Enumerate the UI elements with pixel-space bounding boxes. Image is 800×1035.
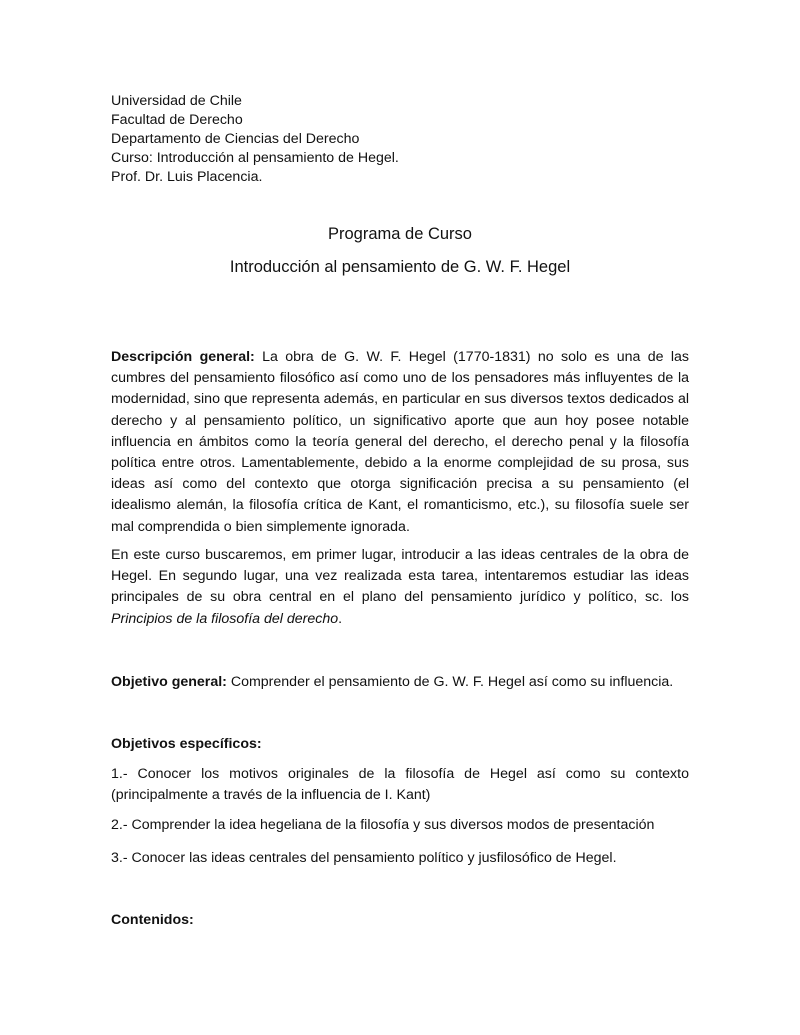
general-objective: [111, 672, 673, 693]
contents-label: Contenidos:: [111, 912, 194, 928]
university-name: Universidad de Chile: [111, 93, 242, 109]
description-label: Descripción general:: [111, 349, 255, 365]
specific-objective-item: 3.- Conocer las ideas centrales del pensamiento político y jusfilosófico de Hegel.: [111, 850, 617, 866]
general-objective-label: Objetivo general:: [111, 674, 227, 690]
specific-objectives-heading: [111, 734, 262, 755]
contents-heading: [111, 910, 194, 931]
general-objective-text: Comprender el pensamiento de G. W. F. Hegel así como su influencia.: [226, 674, 674, 690]
course-subtitle: Introducción al pensamiento de G. W. F. Hegel: [229, 258, 571, 276]
faculty-name: Facultad de Derecho: [111, 112, 243, 128]
program-title: Programa de Curso: [328, 225, 472, 243]
professor-name: Prof. Dr. Luis Placencia.: [111, 169, 263, 185]
specific-objective-item: 2.- Comprender la idea hegeliana de la filosofía y sus diversos modos de presentación: [111, 817, 655, 833]
document-header: [111, 92, 399, 187]
specific-objective-item: 1.- Conocer los motivos originales de la filosofía de Hegel así como su contexto (principalmente a través de la influencia de I. Kant): [111, 766, 689, 804]
specific-objectives-label: Objetivos específicos:: [111, 736, 262, 752]
course-name: Curso: Introducción al pensamiento de Hegel.: [111, 150, 399, 166]
course-intro-text: En este curso buscaremos, em primer lugar, introducir a las ideas centrales de la obra de Hegel. En segundo lugar, una vez realizada esta tarea, intentaremos estudiar las ideas principales de su obra central en el plano del pensamiento jurídico y político, sc. los: [111, 547, 689, 606]
course-intro-end: .: [338, 610, 343, 627]
description-text: La obra de G. W. F. Hegel (1770-1831) no solo es una de las cumbres del pensamiento filosófico así como uno de los pensadores más influyentes de la modernidad, sino que representa además, en particular en sus diversos textos dedicados al derecho y al pensamiento político, un significativo aporte que aun hoy posee notable influencia en ámbitos como la teoría general del derecho, el derecho penal y la filosofía política entre otros. Lamentablemente, debido a la enorme complejidad de su prosa, sus ideas así como del contexto que otorga significación precisa a su pensamiento (el idealismo alemán, la filosofía crítica de Kant, el romanticismo, etc.), su filosofía suele ser mal comprendida o bien simplemente ignorada.: [111, 349, 689, 535]
course-intro-paragraph: [111, 545, 689, 630]
description-paragraph: [111, 347, 689, 538]
course-intro-book-title: Principios de la filosofía del derecho: [111, 610, 339, 627]
department-name: Departamento de Ciencias del Derecho: [111, 131, 360, 147]
